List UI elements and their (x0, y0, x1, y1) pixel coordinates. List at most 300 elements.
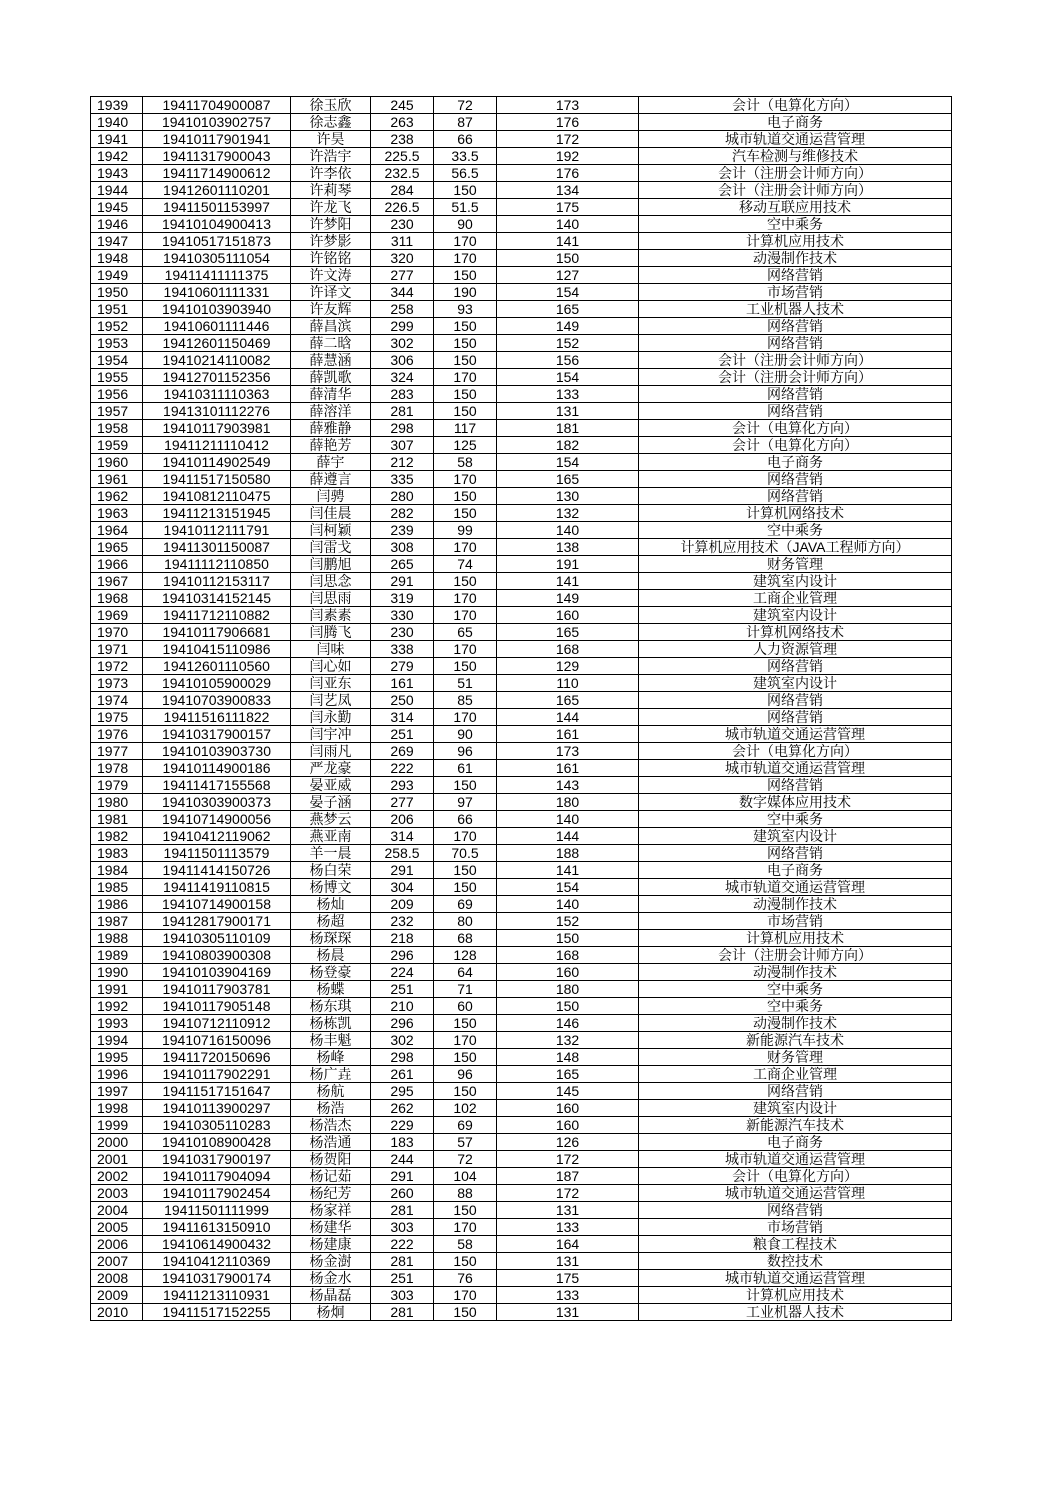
table-row (91, 981, 952, 998)
score-a-cell: 72 (434, 1151, 497, 1168)
exam-id-cell: 19410305111054 (143, 250, 291, 267)
score-a-cell: 170 (434, 250, 497, 267)
student-name-cell: 许译文 (291, 284, 371, 301)
score-b-cell: 160 (497, 964, 639, 981)
exam-id-cell: 19411501113579 (143, 845, 291, 862)
score-a-cell: 60 (434, 998, 497, 1015)
major-cell: 会计（电算化方向） (639, 97, 952, 114)
major-cell: 数字媒体应用技术 (639, 794, 952, 811)
row-number-cell: 1945 (91, 199, 143, 216)
student-name-cell: 薛艳芳 (291, 437, 371, 454)
row-number-cell: 1944 (91, 182, 143, 199)
student-name-cell: 薛昌滨 (291, 318, 371, 335)
table-row (91, 998, 952, 1015)
row-number-cell: 1972 (91, 658, 143, 675)
score-a-cell: 170 (434, 641, 497, 658)
total-score-cell: 302 (371, 335, 434, 352)
student-name-cell: 晏子涵 (291, 794, 371, 811)
major-cell: 城市轨道交通运营管理 (639, 879, 952, 896)
row-number-cell: 1952 (91, 318, 143, 335)
student-name-cell: 闫骋 (291, 488, 371, 505)
exam-id-cell: 19411501153997 (143, 199, 291, 216)
student-name-cell: 闫雷戈 (291, 539, 371, 556)
score-b-cell: 145 (497, 1083, 639, 1100)
row-number-cell: 1939 (91, 97, 143, 114)
exam-id-cell: 19410601111331 (143, 284, 291, 301)
row-number-cell: 1941 (91, 131, 143, 148)
score-b-cell: 161 (497, 726, 639, 743)
student-name-cell: 许李依 (291, 165, 371, 182)
row-number-cell: 1979 (91, 777, 143, 794)
table-row (91, 641, 952, 658)
score-a-cell: 150 (434, 1304, 497, 1321)
score-a-cell: 76 (434, 1270, 497, 1287)
exam-id-cell: 19410305110109 (143, 930, 291, 947)
row-number-cell: 1970 (91, 624, 143, 641)
student-name-cell: 闫佳晨 (291, 505, 371, 522)
exam-id-cell: 19410317900197 (143, 1151, 291, 1168)
score-a-cell: 170 (434, 539, 497, 556)
total-score-cell: 269 (371, 743, 434, 760)
score-b-cell: 131 (497, 1304, 639, 1321)
table-row (91, 794, 952, 811)
score-b-cell: 138 (497, 539, 639, 556)
student-name-cell: 薛二晗 (291, 335, 371, 352)
major-cell: 建筑室内设计 (639, 1100, 952, 1117)
student-name-cell: 杨家祥 (291, 1202, 371, 1219)
score-a-cell: 150 (434, 335, 497, 352)
score-a-cell: 150 (434, 403, 497, 420)
row-number-cell: 1985 (91, 879, 143, 896)
major-cell: 工商企业管理 (639, 590, 952, 607)
major-cell: 会计（注册会计师方向） (639, 369, 952, 386)
row-number-cell: 1957 (91, 403, 143, 420)
row-number-cell: 1961 (91, 471, 143, 488)
major-cell: 会计（注册会计师方向） (639, 947, 952, 964)
total-score-cell: 279 (371, 658, 434, 675)
major-cell: 城市轨道交通运营管理 (639, 726, 952, 743)
score-b-cell: 141 (497, 233, 639, 250)
exam-id-cell: 19410714900158 (143, 896, 291, 913)
exam-id-cell: 19410117906681 (143, 624, 291, 641)
major-cell: 会计（电算化方向） (639, 1168, 952, 1185)
major-cell: 城市轨道交通运营管理 (639, 1151, 952, 1168)
major-cell: 人力资源管理 (639, 641, 952, 658)
table-row (91, 913, 952, 930)
score-b-cell: 188 (497, 845, 639, 862)
total-score-cell: 330 (371, 607, 434, 624)
table-row (91, 777, 952, 794)
exam-id-cell: 19411213151945 (143, 505, 291, 522)
exam-id-cell: 19410117904094 (143, 1168, 291, 1185)
score-b-cell: 131 (497, 1253, 639, 1270)
table-row (91, 369, 952, 386)
score-a-cell: 150 (434, 352, 497, 369)
score-a-cell: 150 (434, 777, 497, 794)
row-number-cell: 1956 (91, 386, 143, 403)
table-row (91, 131, 952, 148)
score-b-cell: 131 (497, 403, 639, 420)
score-b-cell: 168 (497, 641, 639, 658)
total-score-cell: 261 (371, 1066, 434, 1083)
student-name-cell: 燕亚南 (291, 828, 371, 845)
total-score-cell: 298 (371, 1049, 434, 1066)
exam-id-cell: 19410114900186 (143, 760, 291, 777)
total-score-cell: 232 (371, 913, 434, 930)
student-name-cell: 燕梦云 (291, 811, 371, 828)
total-score-cell: 258.5 (371, 845, 434, 862)
table-row (91, 284, 952, 301)
total-score-cell: 291 (371, 573, 434, 590)
row-number-cell: 1976 (91, 726, 143, 743)
row-number-cell: 1991 (91, 981, 143, 998)
total-score-cell: 298 (371, 420, 434, 437)
table-row (91, 233, 952, 250)
student-name-cell: 闫思念 (291, 573, 371, 590)
row-number-cell: 1986 (91, 896, 143, 913)
student-name-cell: 闫柯颖 (291, 522, 371, 539)
exam-id-cell: 19412701152356 (143, 369, 291, 386)
major-cell: 城市轨道交通运营管理 (639, 1270, 952, 1287)
total-score-cell: 230 (371, 624, 434, 641)
score-a-cell: 150 (434, 318, 497, 335)
student-name-cell: 许莉琴 (291, 182, 371, 199)
score-a-cell: 90 (434, 726, 497, 743)
exam-id-cell: 19413101112276 (143, 403, 291, 420)
major-cell: 会计（注册会计师方向） (639, 165, 952, 182)
exam-id-cell: 19410712110912 (143, 1015, 291, 1032)
score-a-cell: 150 (434, 505, 497, 522)
major-cell: 空中乘务 (639, 981, 952, 998)
row-number-cell: 1948 (91, 250, 143, 267)
total-score-cell: 222 (371, 1236, 434, 1253)
student-name-cell: 闫腾飞 (291, 624, 371, 641)
table-row (91, 828, 952, 845)
total-score-cell: 251 (371, 726, 434, 743)
score-a-cell: 170 (434, 471, 497, 488)
total-score-cell: 161 (371, 675, 434, 692)
student-name-cell: 杨晶磊 (291, 1287, 371, 1304)
total-score-cell: 277 (371, 267, 434, 284)
major-cell: 电子商务 (639, 114, 952, 131)
student-name-cell: 许昊 (291, 131, 371, 148)
total-score-cell: 212 (371, 454, 434, 471)
total-score-cell: 295 (371, 1083, 434, 1100)
student-name-cell: 许文涛 (291, 267, 371, 284)
table-row (91, 947, 952, 964)
student-name-cell: 杨蝶 (291, 981, 371, 998)
major-cell: 计算机应用技术（JAVA工程师方向） (639, 539, 952, 556)
major-cell: 空中乘务 (639, 811, 952, 828)
score-a-cell: 190 (434, 284, 497, 301)
score-b-cell: 127 (497, 267, 639, 284)
table-row (91, 964, 952, 981)
row-number-cell: 1989 (91, 947, 143, 964)
major-cell: 财务管理 (639, 1049, 952, 1066)
table-row (91, 1151, 952, 1168)
student-name-cell: 闫思雨 (291, 590, 371, 607)
student-name-cell: 薛雅静 (291, 420, 371, 437)
student-name-cell: 薛遵言 (291, 471, 371, 488)
total-score-cell: 258 (371, 301, 434, 318)
score-b-cell: 152 (497, 913, 639, 930)
exam-id-cell: 19410104900413 (143, 216, 291, 233)
exam-id-cell: 19410317900174 (143, 1270, 291, 1287)
table-row (91, 573, 952, 590)
score-a-cell: 56.5 (434, 165, 497, 182)
major-cell: 城市轨道交通运营管理 (639, 760, 952, 777)
table-row (91, 199, 952, 216)
table-row (91, 165, 952, 182)
score-b-cell: 172 (497, 131, 639, 148)
score-a-cell: 70.5 (434, 845, 497, 862)
score-a-cell: 85 (434, 692, 497, 709)
total-score-cell: 218 (371, 930, 434, 947)
student-name-cell: 杨浩杰 (291, 1117, 371, 1134)
exam-id-cell: 19410317900157 (143, 726, 291, 743)
student-name-cell: 杨白荣 (291, 862, 371, 879)
major-cell: 空中乘务 (639, 998, 952, 1015)
score-a-cell: 80 (434, 913, 497, 930)
student-name-cell: 许铭铭 (291, 250, 371, 267)
major-cell: 会计（注册会计师方向） (639, 182, 952, 199)
row-number-cell: 2004 (91, 1202, 143, 1219)
student-name-cell: 杨建华 (291, 1219, 371, 1236)
student-name-cell: 徐玉欣 (291, 97, 371, 114)
score-b-cell: 110 (497, 675, 639, 692)
student-name-cell: 杨金水 (291, 1270, 371, 1287)
table-row (91, 1049, 952, 1066)
row-number-cell: 2000 (91, 1134, 143, 1151)
score-b-cell: 131 (497, 1202, 639, 1219)
student-name-cell: 杨纪芳 (291, 1185, 371, 1202)
major-cell: 工商企业管理 (639, 1066, 952, 1083)
score-a-cell: 97 (434, 794, 497, 811)
score-b-cell: 134 (497, 182, 639, 199)
major-cell: 网络营销 (639, 692, 952, 709)
row-number-cell: 2008 (91, 1270, 143, 1287)
score-a-cell: 74 (434, 556, 497, 573)
row-number-cell: 1987 (91, 913, 143, 930)
table-row (91, 1083, 952, 1100)
row-number-cell: 2005 (91, 1219, 143, 1236)
score-b-cell: 192 (497, 148, 639, 165)
total-score-cell: 206 (371, 811, 434, 828)
student-name-cell: 杨灿 (291, 896, 371, 913)
score-b-cell: 143 (497, 777, 639, 794)
score-a-cell: 128 (434, 947, 497, 964)
total-score-cell: 262 (371, 1100, 434, 1117)
exam-id-cell: 19410415110986 (143, 641, 291, 658)
major-cell: 市场营销 (639, 913, 952, 930)
row-number-cell: 1971 (91, 641, 143, 658)
exam-id-cell: 19410117903781 (143, 981, 291, 998)
row-number-cell: 2009 (91, 1287, 143, 1304)
exam-id-cell: 19410112153117 (143, 573, 291, 590)
score-a-cell: 170 (434, 369, 497, 386)
score-b-cell: 150 (497, 250, 639, 267)
major-cell: 网络营销 (639, 845, 952, 862)
score-a-cell: 51.5 (434, 199, 497, 216)
total-score-cell: 281 (371, 1202, 434, 1219)
table-row (91, 675, 952, 692)
row-number-cell: 1999 (91, 1117, 143, 1134)
table-row (91, 692, 952, 709)
total-score-cell: 277 (371, 794, 434, 811)
row-number-cell: 1964 (91, 522, 143, 539)
score-a-cell: 170 (434, 1032, 497, 1049)
total-score-cell: 314 (371, 709, 434, 726)
total-score-cell: 281 (371, 403, 434, 420)
score-b-cell: 152 (497, 335, 639, 352)
student-name-cell: 许友辉 (291, 301, 371, 318)
total-score-cell: 324 (371, 369, 434, 386)
score-b-cell: 181 (497, 420, 639, 437)
table-row (91, 318, 952, 335)
score-a-cell: 117 (434, 420, 497, 437)
student-name-cell: 许浩宇 (291, 148, 371, 165)
score-a-cell: 150 (434, 267, 497, 284)
major-cell: 空中乘务 (639, 216, 952, 233)
table-row (91, 1032, 952, 1049)
student-name-cell: 杨炯 (291, 1304, 371, 1321)
major-cell: 建筑室内设计 (639, 607, 952, 624)
major-cell: 空中乘务 (639, 522, 952, 539)
student-name-cell: 杨记茹 (291, 1168, 371, 1185)
table-row (91, 879, 952, 896)
exam-id-cell: 19411411111375 (143, 267, 291, 284)
total-score-cell: 251 (371, 981, 434, 998)
total-score-cell: 250 (371, 692, 434, 709)
exam-id-cell: 19410412110369 (143, 1253, 291, 1270)
student-name-cell: 徐志鑫 (291, 114, 371, 131)
student-name-cell: 杨航 (291, 1083, 371, 1100)
score-b-cell: 187 (497, 1168, 639, 1185)
score-b-cell: 172 (497, 1151, 639, 1168)
major-cell: 网络营销 (639, 658, 952, 675)
major-cell: 市场营销 (639, 1219, 952, 1236)
score-b-cell: 133 (497, 386, 639, 403)
row-number-cell: 1998 (91, 1100, 143, 1117)
total-score-cell: 296 (371, 1015, 434, 1032)
score-a-cell: 150 (434, 1049, 497, 1066)
row-number-cell: 1951 (91, 301, 143, 318)
major-cell: 动漫制作技术 (639, 964, 952, 981)
row-number-cell: 1950 (91, 284, 143, 301)
exam-id-cell: 19410803900308 (143, 947, 291, 964)
major-cell: 网络营销 (639, 403, 952, 420)
row-number-cell: 1978 (91, 760, 143, 777)
total-score-cell: 251 (371, 1270, 434, 1287)
student-name-cell: 闫鹏旭 (291, 556, 371, 573)
row-number-cell: 2007 (91, 1253, 143, 1270)
score-b-cell: 160 (497, 607, 639, 624)
table-row (91, 250, 952, 267)
score-a-cell: 33.5 (434, 148, 497, 165)
student-name-cell: 闫永勤 (291, 709, 371, 726)
total-score-cell: 303 (371, 1219, 434, 1236)
table-row (91, 267, 952, 284)
exam-id-cell: 19410214110082 (143, 352, 291, 369)
table-row (91, 539, 952, 556)
row-number-cell: 1940 (91, 114, 143, 131)
major-cell: 网络营销 (639, 471, 952, 488)
table-row (91, 624, 952, 641)
score-a-cell: 96 (434, 743, 497, 760)
score-a-cell: 90 (434, 216, 497, 233)
total-score-cell: 282 (371, 505, 434, 522)
score-b-cell: 160 (497, 1100, 639, 1117)
score-a-cell: 66 (434, 811, 497, 828)
table-row (91, 1168, 952, 1185)
major-cell: 动漫制作技术 (639, 250, 952, 267)
total-score-cell: 229 (371, 1117, 434, 1134)
table-row (91, 607, 952, 624)
row-number-cell: 1946 (91, 216, 143, 233)
exam-id-cell: 19410311110363 (143, 386, 291, 403)
exam-id-cell: 19410113900297 (143, 1100, 291, 1117)
score-b-cell: 133 (497, 1219, 639, 1236)
table-row (91, 760, 952, 777)
student-name-cell: 杨丰魁 (291, 1032, 371, 1049)
exam-id-cell: 19411211110412 (143, 437, 291, 454)
major-cell: 网络营销 (639, 386, 952, 403)
score-b-cell: 140 (497, 522, 639, 539)
score-b-cell: 129 (497, 658, 639, 675)
exam-id-cell: 19411720150696 (143, 1049, 291, 1066)
table-row (91, 1270, 952, 1287)
score-b-cell: 133 (497, 1287, 639, 1304)
total-score-cell: 299 (371, 318, 434, 335)
score-b-cell: 161 (497, 760, 639, 777)
student-name-cell: 薛慧涵 (291, 352, 371, 369)
score-a-cell: 150 (434, 1202, 497, 1219)
table-row (91, 845, 952, 862)
major-cell: 计算机应用技术 (639, 930, 952, 947)
total-score-cell: 239 (371, 522, 434, 539)
student-name-cell: 晏亚威 (291, 777, 371, 794)
student-name-cell: 杨金澍 (291, 1253, 371, 1270)
student-name-cell: 闫素素 (291, 607, 371, 624)
table-row (91, 811, 952, 828)
score-b-cell: 176 (497, 165, 639, 182)
table-row (91, 437, 952, 454)
table-row (91, 1287, 952, 1304)
student-name-cell: 杨浩 (291, 1100, 371, 1117)
student-name-cell: 杨琛琛 (291, 930, 371, 947)
total-score-cell: 319 (371, 590, 434, 607)
score-a-cell: 170 (434, 607, 497, 624)
exam-id-cell: 19410117902291 (143, 1066, 291, 1083)
total-score-cell: 307 (371, 437, 434, 454)
row-number-cell: 1973 (91, 675, 143, 692)
table-row (91, 505, 952, 522)
major-cell: 网络营销 (639, 777, 952, 794)
major-cell: 网络营销 (639, 318, 952, 335)
major-cell: 会计（电算化方向） (639, 437, 952, 454)
exam-id-cell: 19411417155568 (143, 777, 291, 794)
major-cell: 动漫制作技术 (639, 1015, 952, 1032)
student-name-cell: 闫味 (291, 641, 371, 658)
major-cell: 电子商务 (639, 862, 952, 879)
exam-id-cell: 19411712110882 (143, 607, 291, 624)
exam-id-cell: 19410305110283 (143, 1117, 291, 1134)
table-row (91, 658, 952, 675)
score-b-cell: 176 (497, 114, 639, 131)
score-a-cell: 96 (434, 1066, 497, 1083)
total-score-cell: 293 (371, 777, 434, 794)
exam-id-cell: 19412601150469 (143, 335, 291, 352)
